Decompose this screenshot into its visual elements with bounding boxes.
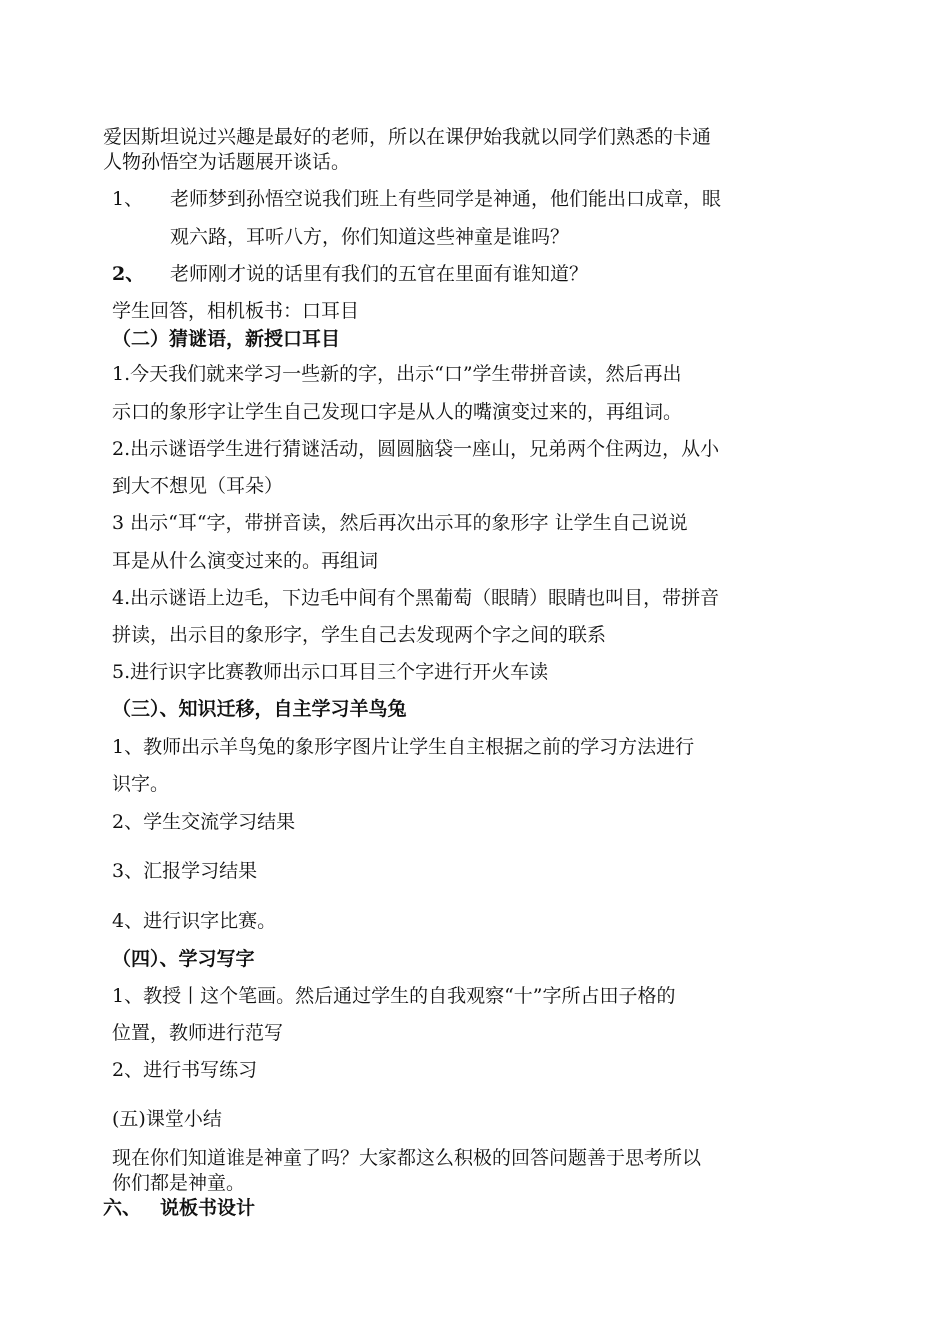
section-3-line: 4、进行识字比赛。 xyxy=(112,910,277,932)
section-3-line: 2、学生交流学习结果 xyxy=(112,811,296,833)
section-3-heading: （三）、知识迁移，自主学习羊鸟兔 xyxy=(112,698,407,720)
section-4-heading: （四）、学习写字 xyxy=(112,948,255,970)
section-3-line: 3、汇报学习结果 xyxy=(112,860,258,882)
section-2-line: 示口的象形字让学生自己发现口字是从人的嘴演变过来的，再组词。 xyxy=(112,401,683,423)
list-item-2-line-1: 老师刚才说的话里有我们的五官在里面有谁知道？ xyxy=(170,263,589,285)
section-3-line: 1、教师出示羊鸟兔的象形字图片让学生自主根据之前的学习方法进行 xyxy=(112,736,695,758)
section-6-heading: 说板书设计 xyxy=(160,1197,256,1219)
section-5-heading: (五)课堂小结 xyxy=(112,1108,222,1130)
section-5-line-2: 你们都是神童。 xyxy=(112,1172,246,1194)
section-4-line: 1、教授丨这个笔画。然后通过学生的自我观察“十”字所占田子格的 xyxy=(112,985,676,1007)
intro-line-1: 爱因斯坦说过兴趣是最好的老师，所以在课伊始我就以同学们熟悉的卡通 xyxy=(103,126,712,148)
section-2-line: 耳是从什么演变过来的。再组词 xyxy=(112,550,379,572)
list-item-1-number: 1、 xyxy=(112,188,144,210)
section-4-line: 位置，教师进行范写 xyxy=(112,1022,284,1044)
section-2-line: 3 出示“耳“字，带拼音读，然后再次出示耳的象形字 让学生自己说说 xyxy=(112,512,688,534)
section-6-number: 六、 xyxy=(103,1197,142,1219)
section-4-line: 2、进行书写练习 xyxy=(112,1059,258,1081)
section-2-line: 5.进行识字比赛教师出示口耳目三个字进行开火车读 xyxy=(112,661,549,683)
section-2-line: 1.今天我们就来学习一些新的字，出示“口”学生带拼音读，然后再出 xyxy=(112,363,682,385)
section-5-line-1: 现在你们知道谁是神童了吗？大家都这么积极的回答问题善于思考所以 xyxy=(112,1147,702,1169)
intro-line-2: 人物孙悟空为话题展开谈话。 xyxy=(103,151,351,173)
list-item-2-number: 2、 xyxy=(112,263,145,285)
list-item-1-line-2: 观六路，耳听八方，你们知道这些神童是谁吗？ xyxy=(170,226,570,248)
section-2-line: 到大不想见（耳朵） xyxy=(112,475,284,497)
list-item-1-line-1: 老师梦到孙悟空说我们班上有些同学是神通，他们能出口成章，眼 xyxy=(170,188,722,210)
section-2-line: 4.出示谜语上边毛，下边毛中间有个黑葡萄（眼睛）眼睛也叫目，带拼音 xyxy=(112,587,720,609)
section-3-line: 识字。 xyxy=(112,773,170,795)
answer-line: 学生回答，相机板书：口耳目 xyxy=(112,300,360,322)
section-2-heading: （二）猜谜语，新授口耳目 xyxy=(112,328,341,350)
section-2-line: 拼读，出示目的象形字，学生自己去发现两个字之间的联系 xyxy=(112,624,607,646)
section-2-line: 2.出示谜语学生进行猜谜活动，圆圆脑袋一座山，兄弟两个住两边，从小 xyxy=(112,438,720,460)
